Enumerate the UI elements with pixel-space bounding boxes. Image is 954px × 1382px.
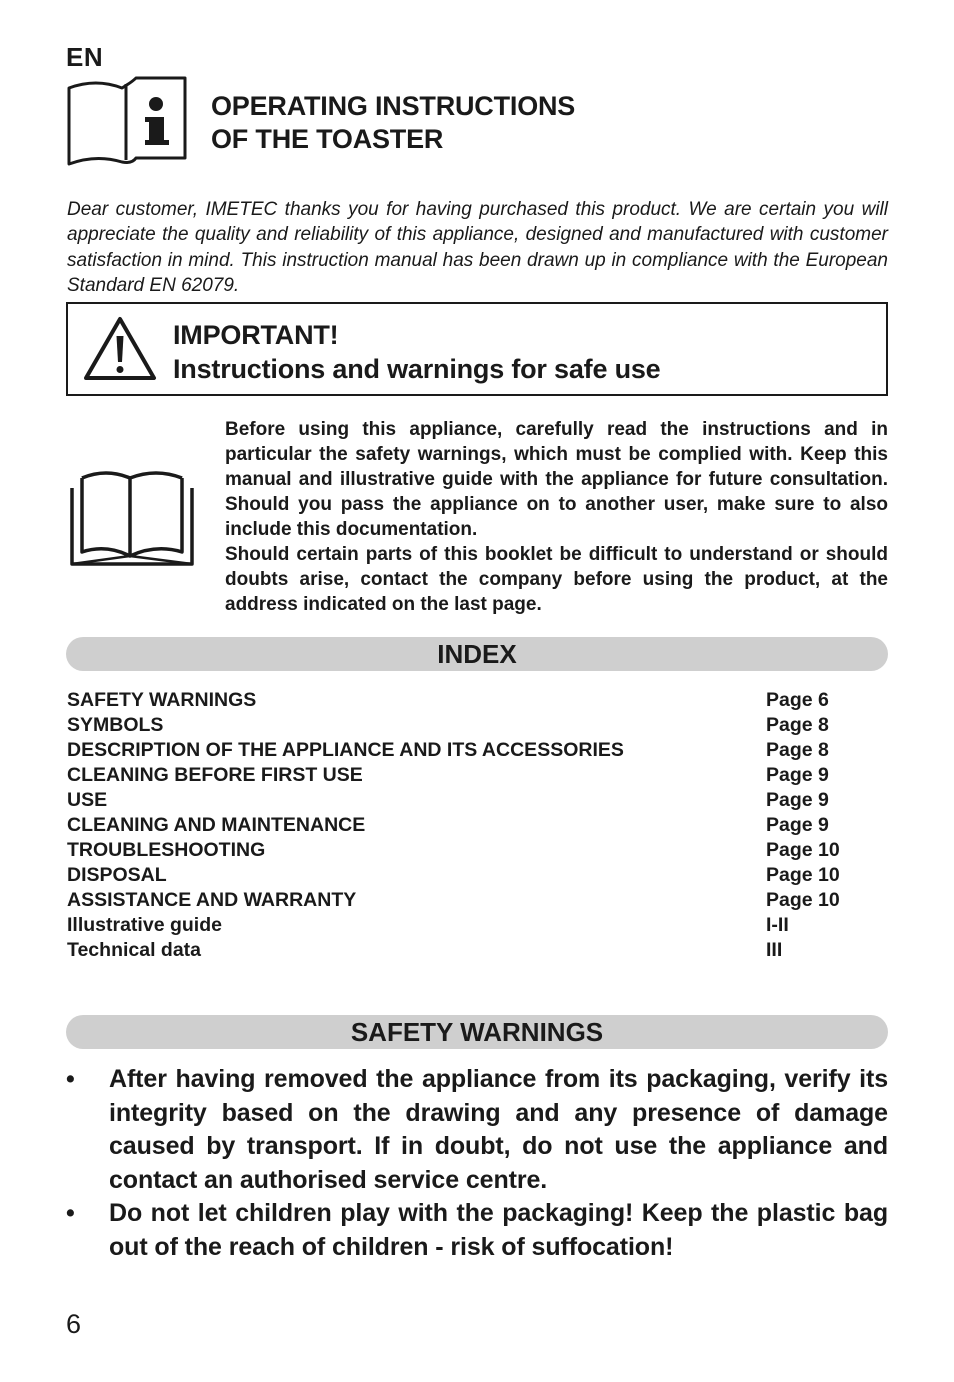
- warning-triangle-icon: [82, 314, 158, 384]
- document-title-line-2: OF THE TOASTER: [211, 124, 444, 154]
- safety-warning-item: [66, 1197, 888, 1264]
- read-manual-paragraph-2: Should certain parts of this booklet be difficult to understand or should doubts arise, contact the company before using the product, at the address indicated on the last page.: [225, 544, 888, 615]
- index-entry[interactable]: [67, 888, 888, 913]
- index-entry-page: I-II: [766, 914, 789, 936]
- index-entry-page: Page 8: [766, 739, 829, 761]
- index-entry-page: Page 10: [766, 839, 840, 861]
- index-entry-page: Page 9: [766, 789, 829, 811]
- index-entry-label: ASSISTANCE AND WARRANTY: [67, 889, 357, 911]
- index-entry[interactable]: [67, 763, 888, 788]
- index-entry-label: SYMBOLS: [67, 714, 164, 736]
- index-entry-label: USE: [67, 789, 108, 811]
- document-title-line-1: OPERATING INSTRUCTIONS: [211, 91, 576, 121]
- index-heading: INDEX: [66, 637, 888, 671]
- index-entry[interactable]: [67, 838, 888, 863]
- safety-warning-text: Do not let children play with the packaging! Keep the plastic bag out of the reach of children - risk of suffocation!: [109, 1199, 888, 1261]
- bullet-icon: •: [66, 1065, 75, 1093]
- important-heading: [173, 318, 661, 386]
- page-number: 6: [66, 1309, 82, 1339]
- index-entry-label: SAFETY WARNINGS: [67, 689, 257, 711]
- important-notice-box: [66, 302, 888, 396]
- index-entry-page: Page 10: [766, 889, 840, 911]
- read-manual-notice: [225, 417, 888, 617]
- language-code: EN: [66, 42, 104, 72]
- index-entry[interactable]: [67, 788, 888, 813]
- index-list: [67, 688, 888, 963]
- important-heading-line-1: IMPORTANT!: [173, 320, 339, 350]
- intro-paragraph: Dear customer, IMETEC thanks you for having purchased this product. We are certain you will appreciate the quality and reliability of this appliance, designed and manufactured with customer satisfaction in mind. This instruction manual has been drawn up in compliance with the European Standard EN 62079.: [67, 199, 888, 296]
- index-entry-label: TROUBLESHOOTING: [67, 839, 266, 861]
- bullet-icon: •: [66, 1199, 75, 1227]
- index-entry-label: DESCRIPTION OF THE APPLIANCE AND ITS ACCESSORIES: [67, 739, 624, 761]
- index-entry[interactable]: [67, 713, 888, 738]
- index-entry-page: Page 9: [766, 764, 829, 786]
- index-entry-page: Page 10: [766, 864, 840, 886]
- safety-warning-item: [66, 1063, 888, 1197]
- index-entry-page: III: [766, 939, 783, 961]
- index-entry[interactable]: [67, 738, 888, 763]
- index-entry[interactable]: [67, 863, 888, 888]
- open-book-icon: [68, 466, 196, 568]
- index-entry-label: CLEANING AND MAINTENANCE: [67, 814, 366, 836]
- index-entry-page: Page 8: [766, 714, 829, 736]
- index-entry-label: CLEANING BEFORE FIRST USE: [67, 764, 363, 786]
- index-entry[interactable]: [67, 688, 888, 713]
- index-entry[interactable]: [67, 938, 888, 963]
- document-title: [211, 90, 575, 156]
- index-entry[interactable]: [67, 913, 888, 938]
- index-entry-label: DISPOSAL: [67, 864, 167, 886]
- information-manual-icon: [66, 76, 188, 168]
- index-entry[interactable]: [67, 813, 888, 838]
- index-entry-page: Page 6: [766, 689, 829, 711]
- read-manual-paragraph-1: Before using this appliance, carefully read the instructions and in particular the safety warnings, which must be complied with. Keep this manual and illustrative guide with the appliance for future consultation. Should you pass the appliance on to another user, make sure to also include this documentation.: [225, 419, 888, 540]
- important-heading-line-2: Instructions and warnings for safe use: [173, 354, 661, 384]
- safety-warnings-list: [66, 1063, 888, 1264]
- index-entry-label: Technical data: [67, 939, 202, 961]
- index-entry-label: Illustrative guide: [67, 914, 222, 936]
- index-entry-page: Page 9: [766, 814, 829, 836]
- safety-warning-text: After having removed the appliance from its packaging, verify its integrity based on the drawing and any presence of damage caused by transport. If in doubt, do not use the appliance and contact an authorised service centre.: [109, 1065, 888, 1194]
- safety-warnings-heading: SAFETY WARNINGS: [66, 1015, 888, 1049]
